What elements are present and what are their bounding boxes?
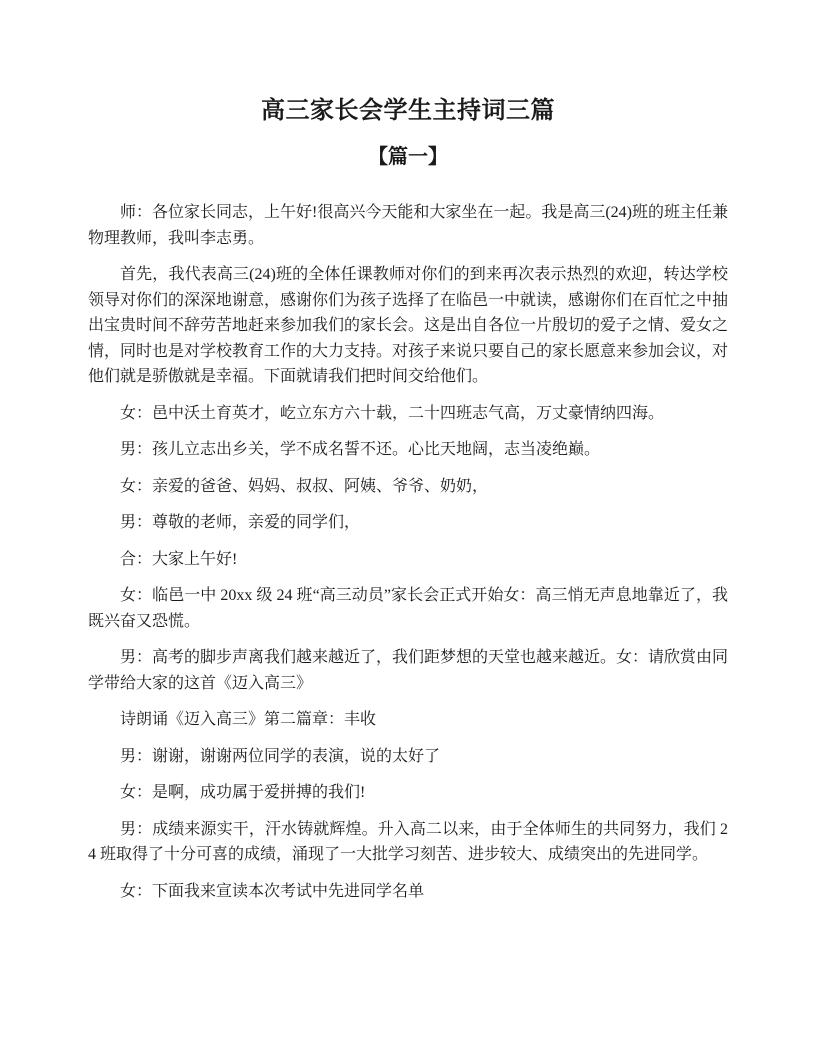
paragraph: 男：成绩来源实干，汗水铸就辉煌。升入高二以来，由于全体师生的共同努力，我们 24 班取得了十分可喜的成绩，涌现了一大批学习刻苦、进步较大、成绩突出的先进同学。	[88, 820, 728, 863]
paragraph: 诗朗诵《迈入高三》第二篇章：丰收	[120, 711, 377, 728]
section-heading: 【篇一】	[368, 146, 448, 168]
paragraph: 师：各位家长同志，上午好!很高兴今天能和大家坐在一起。我是高三(24)班的班主任兼物理教师，我叫李志勇。	[88, 204, 728, 247]
document-body	[88, 200, 728, 904]
paragraph: 女：邑中沃土育英才，屹立东方六十载，二十四班志气高，万丈豪情纳四海。	[120, 404, 665, 422]
paragraph: 男：谢谢，谢谢两位同学的表演，说的太好了	[120, 747, 441, 765]
paragraph: 男：尊敬的老师，亲爱的同学们，	[120, 514, 361, 531]
paragraph: 女：下面我来宣读本次考试中先进同学名单	[120, 882, 425, 900]
paragraph: 男：高考的脚步声离我们越来越近了，我们距梦想的天堂也越来越近。女：请欣赏由同学带给大家的这首《迈入高三》	[88, 649, 729, 692]
paragraph: 女：亲爱的爸爸、妈妈、叔叔、阿姨、爷爷、奶奶，	[120, 477, 489, 495]
paragraph: 女：临邑一中 20xx 级 24 班“高三动员”家长会正式开始女：高三悄无声息地靠近了，我既兴奋又恐慌。	[88, 587, 728, 630]
paragraph: 合：大家上午好!	[120, 550, 238, 568]
paragraph: 女：是啊，成功属于爱拼搏的我们!	[120, 784, 366, 801]
paragraph: 首先，我代表高三(24)班的全体任课教师对你们的到来再次表示热烈的欢迎，转达学校领导对你们的深深地谢意，感谢你们为孩子选择了在临邑一中就读，感谢你们在百忙之中抽出宝贵时间不辞劳苦地赶来参加我们的家长会。这是出自各位一片殷切的爱子之情、爱女之情，同时也是对学校教育工作的大力支持。对孩子来说只要自己的家长愿意来参加会议，对他们就是骄傲就是幸福。下面就请我们把时间交给他们。	[88, 266, 729, 385]
paragraph: 男：孩儿立志出乡关，学不成名誓不还。心比天地阔，志当凌绝巅。	[120, 441, 601, 458]
document-title: 高三家长会学生主持词三篇	[261, 98, 555, 124]
